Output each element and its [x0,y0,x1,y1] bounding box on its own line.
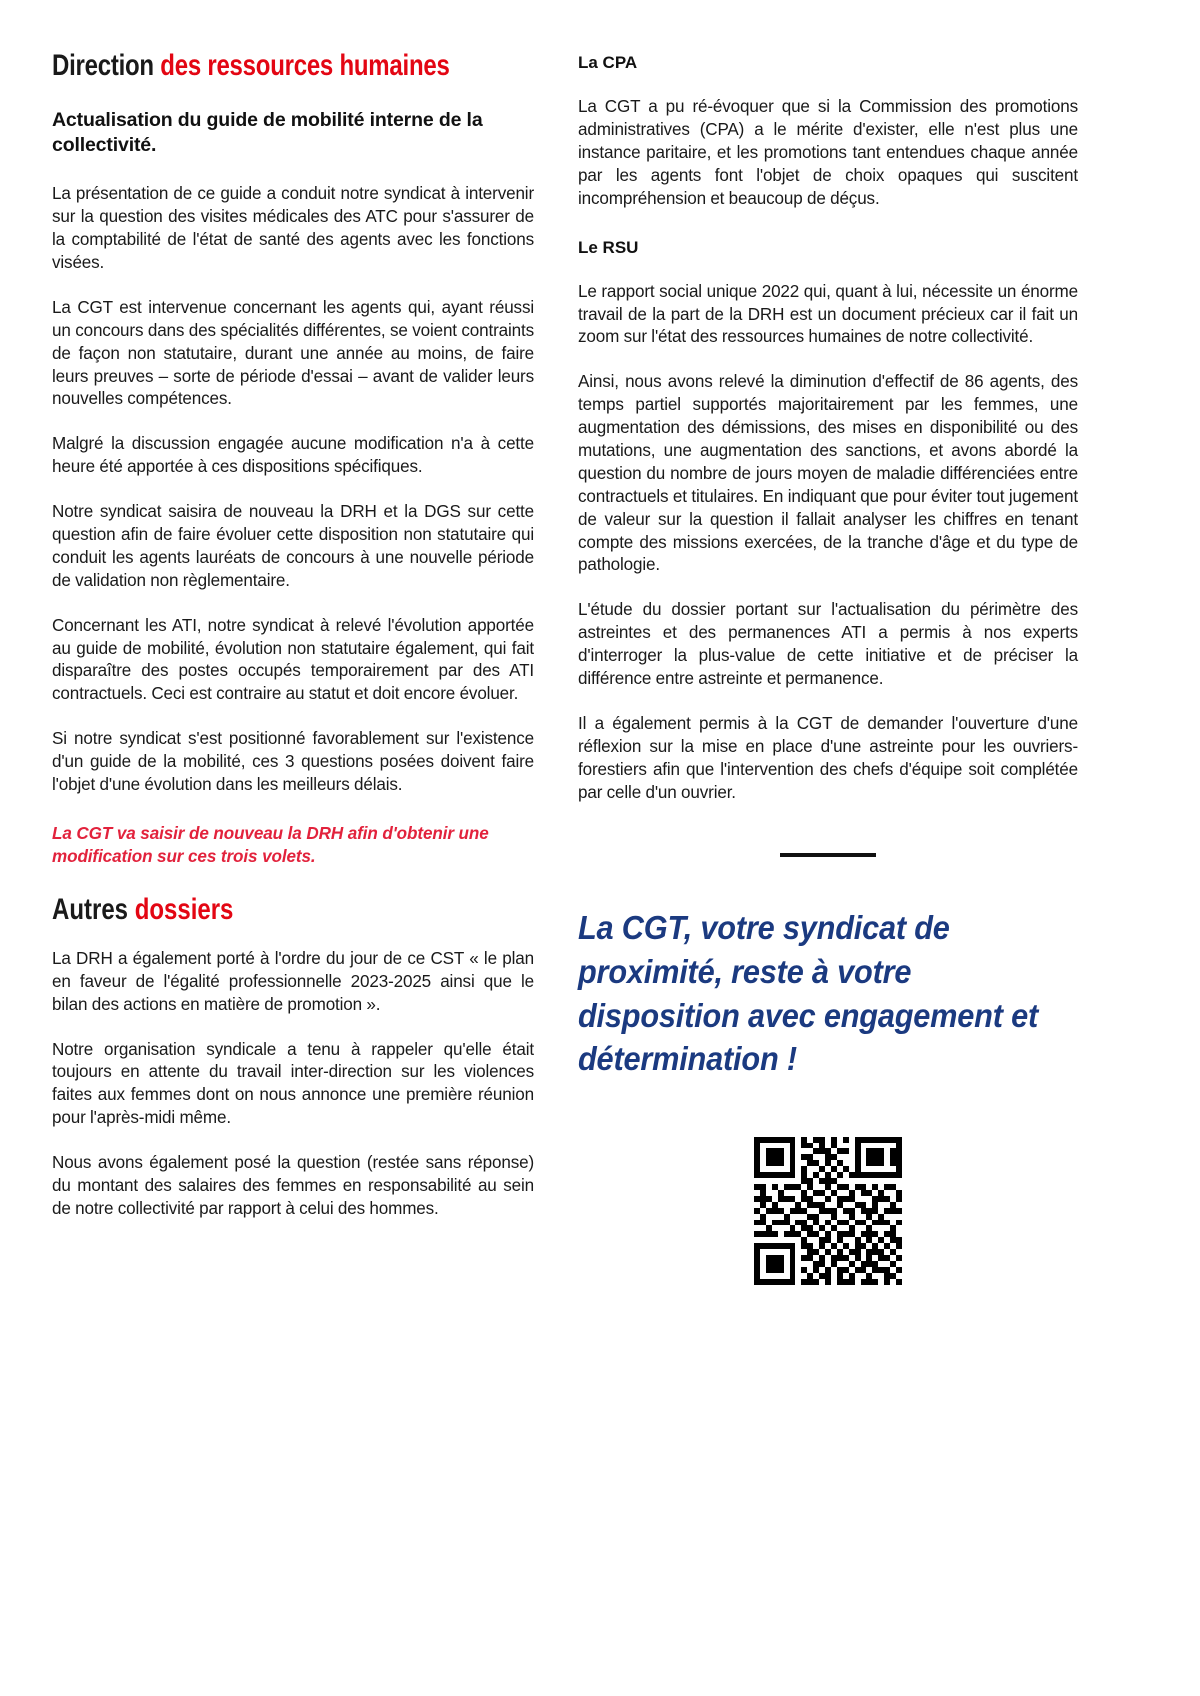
section-heading-autres-dossiers [52,894,438,926]
red-callout: La CGT va saisir de nouveau la DRH afin d'obtenir une modification sur ces trois volets. [52,823,489,866]
heading-le-rsu: Le RSU [578,237,639,257]
page-title-black: Direction [52,49,161,82]
paragraph: La CGT a pu ré-évoquer que si la Commission des promotions administratives (CPA) a le mérite d'exister, elle n'est plus une instance paritaire, et les promotions tant entendues chaque année par les agents font l'objet de choix opaques qui suscitent incompréhension et beaucoup de déçus. [578,97,1078,208]
paragraph: Notre organisation syndicale a tenu à rappeler qu'elle était toujours en attente du travail inter-direction sur les violences faites aux femmes dont on nous annonce une première réunion pour l'après-midi même. [52,1039,534,1128]
paragraph: Ainsi, nous avons relevé la diminution d'effectif de 86 agents, des temps partiel supportés majoritairement par les femmes, une augmentation des démissions, des mises en disponibilité ou des mutations, une augmentation des sanctions, et avons abordé la question du nombre de jours moyen de maladie différenciées entre contractuels et titulaires. En indiquant que pour éviter tout jugement de valeur sur la question il fallait analyser les chiffres en tenant compte des missions exercées, de la tranche d'âge et du type de pathologie. [578,372,1078,575]
right-column [578,0,1078,1285]
qr-code[interactable] [754,1137,902,1285]
paragraph: L'étude du dossier portant sur l'actualisation du périmètre des astreintes et des permanences ATI a permis à nos experts d'interroger la plus-value de cette initiative et de préciser la différence entre astreinte et permanence. [578,600,1078,688]
paragraph: Il a également permis à la CGT de demander l'ouverture d'une réflexion sur la mise en place d'une astreinte pour les ouvriers-forestiers afin que l'intervention des chefs d'équipe soit complétée par celle d'un ouvrier. [578,713,1078,802]
section-heading-red: dossiers [134,893,234,927]
paragraph: Concernant les ATI, notre syndicat à relevé l'évolution apportée au guide de mobilité, évolution non statutaire également, qui fait disparaître des postes occupés temporairement par des ATI contractuels. Ceci est contraire au statut et doit encore évoluer. [52,615,534,704]
subheading-mobility-guide: Actualisation du guide de mobilité interne de la collectivité. [52,108,483,157]
paragraph: Malgré la discussion engagée aucune modification n'a à cette heure été apportée à ces dispositions spécifiques. [52,434,534,477]
page-title-red: des ressources humaines [160,49,450,82]
qr-code-container [578,1137,1078,1285]
paragraph: Nous avons également posé la question (restée sans réponse) du montant des salaires des femmes en responsabilité au sein de notre collectivité par rapport à celui des hommes. [52,1153,534,1218]
heading-la-cpa: La CPA [578,53,638,72]
section-heading-black: Autres [52,893,135,927]
left-column [52,0,534,1221]
page-title [52,49,450,82]
divider-rule [780,853,876,857]
paragraph: La DRH a également porté à l'ordre du jour de ce CST « le plan en faveur de l'égalité professionnelle 2023-2025 ainsi que le bilan des actions en matière de promotion ». [52,948,534,1014]
paragraph: Notre syndicat saisira de nouveau la DRH et la DGS sur cette question afin de faire évoluer cette disposition non statutaire qui conduit les agents lauréats de concours à une nouvelle période de validation non règlementaire. [52,502,534,590]
section-divider [578,844,1078,862]
paragraph: Si notre syndicat s'est positionné favorablement sur l'existence d'un guide de la mobilité, ces 3 questions posées doivent faire l'objet d'une évolution dans les meilleurs délais. [52,729,534,795]
closing-slogan: La CGT, votre syndicat de proximité, reste à votre disposition avec engagement et détermination ! [578,909,1039,1078]
paragraph: Le rapport social unique 2022 qui, quant à lui, nécessite un énorme travail de la part de la DRH est un document précieux car il fait un zoom sur l'état des ressources humaines de notre collectivité. [578,281,1078,347]
paragraph: La présentation de ce guide a conduit notre syndicat à intervenir sur la question des visites médicales des ATC pour s'assurer de la comptabilité de l'état de santé des agents avec les fonctions visées. [52,184,534,273]
paragraph: La CGT est intervenue concernant les agents qui, ayant réussi un concours dans des spécialités différentes, se voient contraints de façon non statutaire, durant une année au moins, de faire leurs preuves – sorte de période d'essai – avant de valider leurs nouvelles compétences. [52,297,534,409]
